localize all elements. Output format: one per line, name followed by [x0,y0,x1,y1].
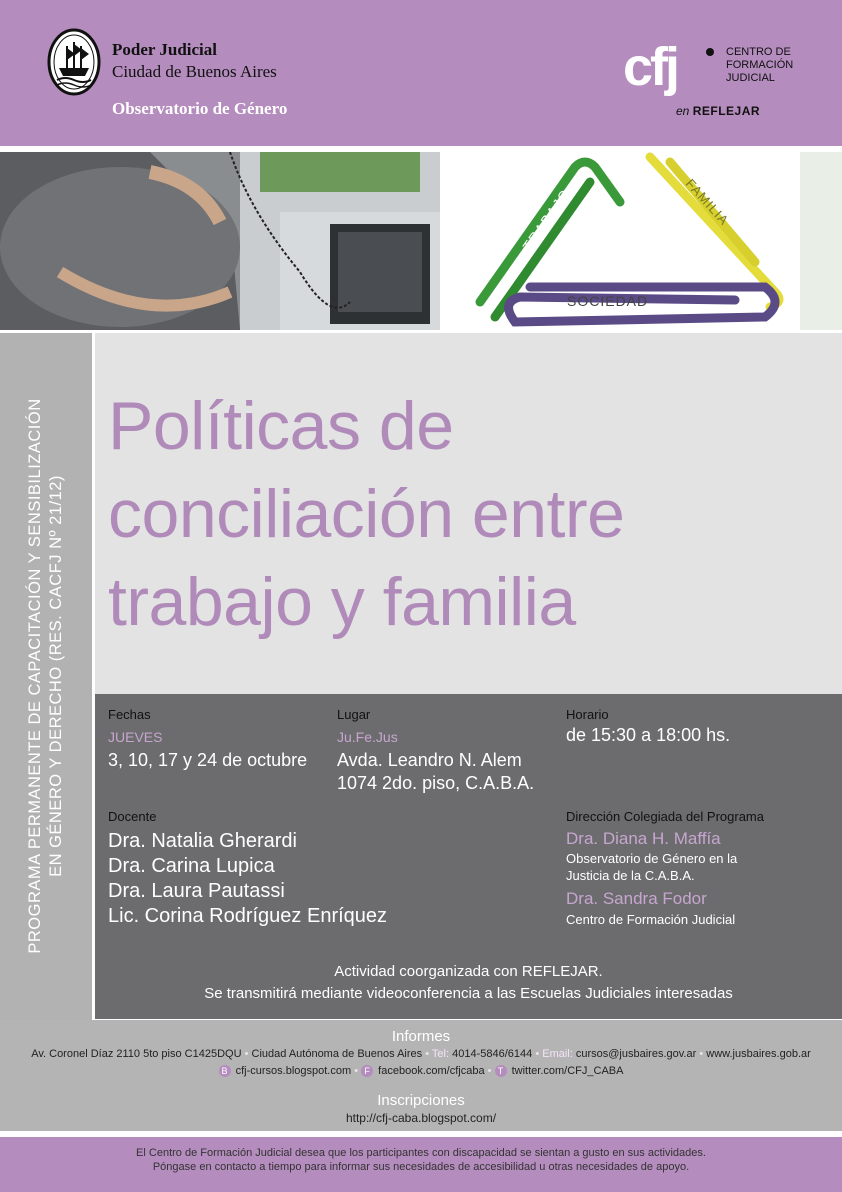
horario-label: Horario [566,707,609,722]
social-line [0,1065,842,1077]
observatorio-title: Observatorio de Género [112,99,288,118]
separator: • [487,1065,492,1077]
cfj-name-line-3: JUDICIAL [726,72,775,84]
title-line-3: trabajo y familia [108,564,576,640]
cfj-name [726,46,793,85]
docente-1: Dra. Natalia Gherardi [108,830,297,852]
email-link[interactable]: cursos@jusbaires.gov.ar [575,1048,697,1060]
director-1-org-2: Justicia de la C.A.B.A. [566,868,695,883]
facebook-icon: F [361,1065,373,1077]
director-2-name: Dra. Sandra Fodor [566,889,707,908]
lugar-address-1: Avda. Leandro N. Alem [337,750,522,770]
director-2-org: Centro de Formación Judicial [566,912,736,927]
contact-line [0,1048,842,1060]
separator: • [535,1048,540,1060]
lugar-address-2: 1074 2do. piso, C.A.B.A. [337,773,535,793]
horario-value: de 15:30 a 18:00 hs. [566,725,731,745]
side-line-1: PROGRAMA PERMANENTE DE CAPACITACIÓN Y SENSIBILIZACIÓN [26,398,44,954]
director-1-name: Dra. Diana H. Maffía [566,829,721,848]
blog-link[interactable]: cfj-cursos.blogspot.com [235,1065,352,1077]
cfj-logo: cfj [623,37,678,97]
side-line-2: EN GÉNERO Y DERECHO (RES. CACFJ Nº 21/12) [47,475,65,877]
pregnant-woman-photo [0,152,440,330]
org-title: Poder Judicial [112,40,217,59]
informes-label: Informes [391,1028,451,1045]
cfj-name-line-2: FORMACIÓN [726,59,794,71]
paperclips-photo [445,152,842,330]
cfj-logo-dot [706,48,714,56]
city-seal-icon [47,28,101,96]
facebook-link[interactable]: facebook.com/cfjcaba [378,1065,485,1077]
twitter-link[interactable]: twitter.com/CFJ_CABA [511,1065,624,1077]
website-link[interactable]: www.jusbaires.gob.ar [706,1048,811,1060]
lugar-name: Ju.Fe.Jus [337,729,398,745]
side-program-text [25,346,67,1006]
docente-4: Lic. Corina Rodríguez Enríquez [108,905,388,927]
paperclips-illustration [445,152,842,330]
docente-label: Docente [108,809,157,824]
org-subtitle: Ciudad de Buenos Aires [112,62,277,81]
title-line-2: conciliación entre [108,476,625,552]
reflejar-word: REFLEJAR [692,104,761,118]
inscripciones-label: Inscripciones [377,1092,465,1109]
email-label: Email: [542,1048,573,1060]
twitter-icon: T [495,1065,507,1077]
tel-label: Tel: [431,1048,450,1060]
header-band [0,0,842,146]
direccion-label: Dirección Colegiada del Programa [566,809,764,824]
cfj-en-word: en [676,104,690,118]
contact-footer [0,1020,842,1131]
note-videoconference: Se transmitirá mediante videoconferencia a las Escuelas Judiciales interesadas [204,985,733,1002]
clip-label-sociedad: SOCIEDAD [567,293,649,309]
accessibility-line-1: El Centro de Formación Judicial desea que los participantes con discapacidad se sientan a gusto en sus actividades. [136,1147,706,1159]
separator: • [699,1048,704,1060]
docente-3: Dra. Laura Pautassi [108,880,285,902]
inscripciones-link[interactable]: http://cfj-caba.blogspot.com/ [345,1111,497,1125]
separator: • [425,1048,430,1060]
cfj-name-line-1: CENTRO DE [726,46,791,58]
title-line-1: Políticas de [108,388,454,464]
clip-label-trabajo: TRABAJO [519,185,574,254]
lugar-label: Lugar [337,707,371,722]
accessibility-footer [0,1137,842,1192]
fechas-label: Fechas [108,707,151,722]
director-1-org-1: Observatorio de Género en la [566,851,738,866]
separator: • [244,1048,249,1060]
pregnant-woman-illustration [0,152,440,330]
city: Ciudad Autónoma de Buenos Aires [251,1048,423,1060]
note-coorganized: Actividad coorganizada con REFLEJAR. [334,963,603,980]
fechas-dates: 3, 10, 17 y 24 de octubre [108,750,308,770]
separator: • [354,1065,359,1077]
docente-2: Dra. Carina Lupica [108,855,275,877]
address: Av. Coronel Díaz 2110 5to piso C1425DQU [31,1048,242,1060]
accessibility-line-2: Póngase en contacto a tiempo para informar sus necesidades de accesibilidad u otras necesidades de apoyo. [152,1161,690,1173]
cfj-en-reflejar [676,104,760,118]
clip-label-familia: FAMILIA [682,175,732,229]
blog-icon: B [219,1065,231,1077]
tel-number: 4014-5846/6144 [452,1048,533,1060]
fechas-day: JUEVES [108,729,163,745]
